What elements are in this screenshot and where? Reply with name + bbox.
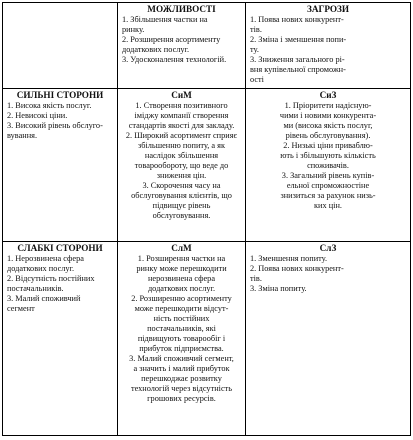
siz-line: ких цін. xyxy=(314,201,342,211)
siz-cell xyxy=(246,89,411,242)
threats-line: 1. Поява нових конкурент- xyxy=(250,15,344,24)
opportunities-heading: МОЖЛИВОСТІ xyxy=(147,4,216,14)
sim-line: обслуговування клієнтів, що xyxy=(131,191,232,201)
strengths-line: 1. Висока якість послуг. xyxy=(7,101,92,111)
siz-line: чими і новими конкурента- xyxy=(279,111,377,121)
siz-line: 2. Низькі ціни приваблю- xyxy=(283,141,373,151)
siz-line: рівень обслуговування). xyxy=(285,131,371,141)
slm-line: 2. Розширенню асортименту xyxy=(131,294,232,304)
siz-line: споживачів. xyxy=(307,161,349,171)
strengths-cell xyxy=(3,89,118,242)
sim-line: наслідок збільшення xyxy=(144,151,219,161)
weaknesses-line: 2. Відсутність постійних xyxy=(7,274,95,284)
threats-line: 2. Зміна і зменшення попи- xyxy=(250,35,347,44)
siz-line: ми (висока якість послуг, xyxy=(283,121,373,131)
opportunities-line: 3. Удосконалення технологій. xyxy=(122,55,227,64)
siz-heading: СиЗ xyxy=(319,90,337,101)
slm-line: додаткових послуг. xyxy=(147,284,216,294)
slm-line: грошових ресурсів. xyxy=(147,394,216,404)
slm-line: підвищують товарообіг і xyxy=(137,334,226,344)
weaknesses-line: додаткових послуг. xyxy=(7,264,75,274)
sim-line: збільшенню попиту, а як xyxy=(137,141,225,151)
opportunities-line: 2. Розширення асортименту xyxy=(122,35,221,44)
weaknesses-line: 3. Малий споживчий xyxy=(7,294,81,304)
empty-corner-cell xyxy=(3,3,118,89)
strengths-line: 3. Високий рівень обслуго- xyxy=(7,121,103,131)
sim-cell xyxy=(118,89,246,242)
threats-cell xyxy=(246,3,411,89)
sim-line: обслуговування. xyxy=(152,211,211,221)
weaknesses-line: постачальників. xyxy=(7,284,64,294)
slm-line: може перешкодити відсут- xyxy=(134,304,229,314)
threats-heading: ЗАГРОЗИ xyxy=(306,4,350,14)
weaknesses-heading: СЛАБКІ СТОРОНИ xyxy=(17,243,103,254)
sim-heading: СиМ xyxy=(171,90,192,101)
opportunities-cell xyxy=(118,3,246,89)
table-row-weaknesses xyxy=(3,242,411,436)
sim-line: 3. Скорочення часу на xyxy=(142,181,221,191)
sim-line: 2. Широкий асортимент сприяє xyxy=(125,131,238,141)
opportunities-line: 1. Збільшення частки на xyxy=(122,15,208,24)
sim-line: іміджу компанії створення xyxy=(134,111,229,121)
sim-line: зниження цін. xyxy=(156,171,207,181)
sim-line: стандартів якості для закладу. xyxy=(128,121,235,131)
slz-line: 2. Поява нових конкурент- xyxy=(250,264,344,274)
sim-line: товарообороту, що веде до xyxy=(134,161,229,171)
siz-line: ють і збільшують кількість xyxy=(280,151,376,161)
slm-line: нерозвинена сфера xyxy=(147,274,216,284)
slz-line: тів. xyxy=(250,274,262,284)
slm-line: ринку може перешкодити xyxy=(136,264,227,274)
threats-line: ту. xyxy=(250,45,259,54)
threats-line: тів. xyxy=(250,25,262,34)
slm-heading: СлМ xyxy=(171,243,192,254)
siz-line: знизиться за рахунок низь- xyxy=(280,191,376,201)
strengths-heading: СИЛЬНІ СТОРОНИ xyxy=(16,90,104,101)
slm-line: 3. Малий споживчий сегмент, xyxy=(129,354,234,364)
opportunities-line: додаткових послуг. xyxy=(122,45,190,54)
sim-line: підвищує рівень xyxy=(152,201,211,211)
sim-line: 1. Створення позитивного xyxy=(135,101,228,111)
slz-heading: СлЗ xyxy=(319,243,337,254)
siz-line: 3. Загальний рівень купів- xyxy=(281,171,375,181)
slm-line: прибуток підприємства. xyxy=(139,344,224,354)
slm-line: 1. Розширення частки на xyxy=(137,254,226,264)
threats-line: 3. Зниження загального рі- xyxy=(250,55,345,64)
table-row-header xyxy=(3,3,411,89)
threats-line: вня купівельної спроможн- xyxy=(250,65,346,74)
slz-cell xyxy=(246,242,411,436)
slm-line: ність постійних xyxy=(153,314,210,324)
siz-line: ельної спроможностіне xyxy=(286,181,370,191)
slz-line: 1. Зменшення попиту. xyxy=(250,254,328,264)
weaknesses-cell xyxy=(3,242,118,436)
slm-line: перешкоджає розвитку xyxy=(141,374,222,384)
table-row-strengths xyxy=(3,89,411,242)
threats-line: ості xyxy=(250,75,264,84)
swot-matrix-table xyxy=(2,2,411,436)
slz-line: 3. Зміна попиту. xyxy=(250,284,307,294)
slm-line: а значить і малий прибуток xyxy=(133,364,230,374)
strengths-line: 2. Невисокі ціни. xyxy=(7,111,68,121)
siz-line: 1. Пріоритети надісную- xyxy=(284,101,372,111)
slm-cell xyxy=(118,242,246,436)
strengths-line: вування. xyxy=(7,131,38,141)
opportunities-line: ринку. xyxy=(122,25,145,34)
weaknesses-line: сегмент xyxy=(7,304,35,314)
weaknesses-line: 1. Нерозвинена сфера xyxy=(7,254,84,264)
slm-line: постачальників, які xyxy=(147,324,216,334)
slm-line: технологій через відсутність xyxy=(130,384,233,394)
